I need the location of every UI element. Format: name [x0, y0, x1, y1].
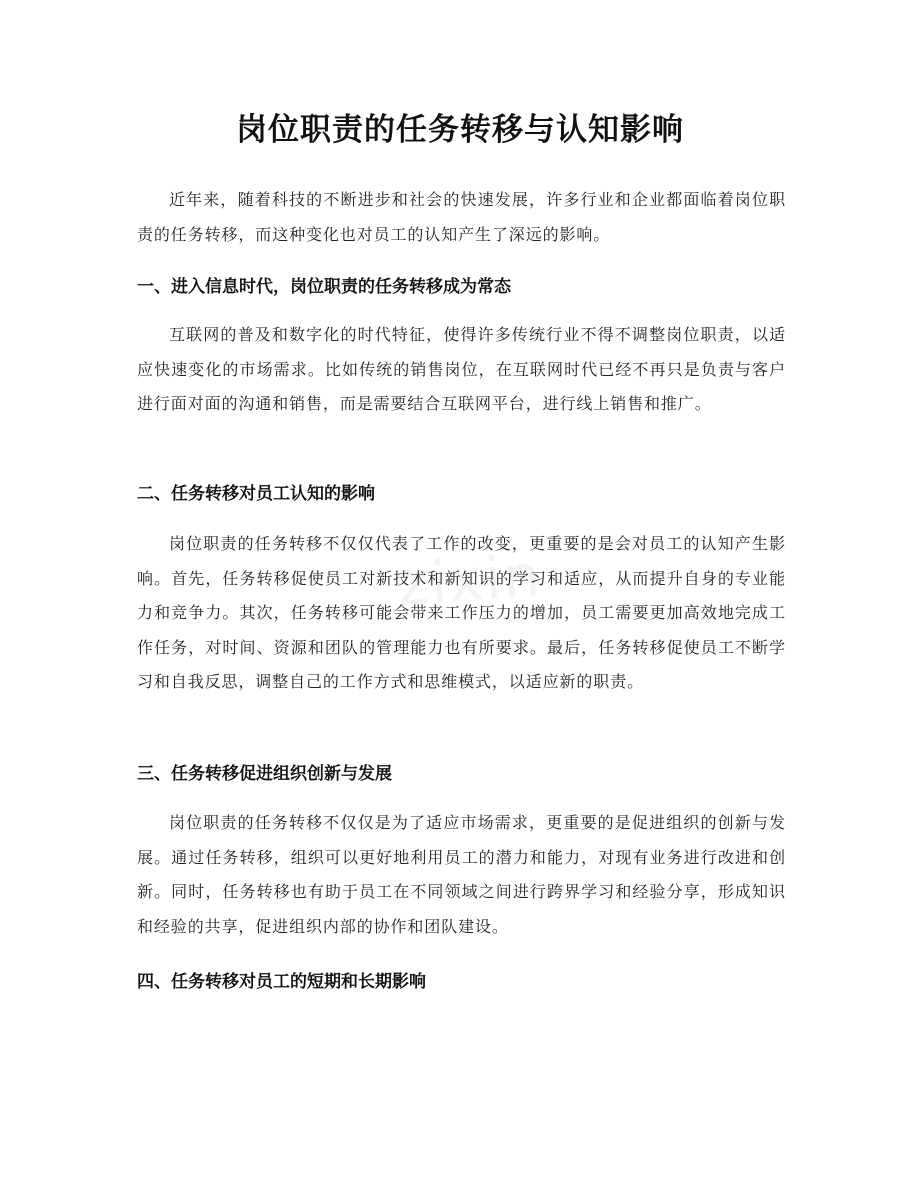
- section-heading-1: 一、进入信息时代，岗位职责的任务转移成为常态: [137, 277, 511, 297]
- section-paragraph-1: 互联网的普及和数字化的时代特征，使得许多传统行业不得不调整岗位职责，以适应快速变化的市场需求。比如传统的销售岗位，在互联网时代已经不再只是负责与客户进行面对面的沟通和销售，而是需要结合互联网平台，进行线上销售和推广。: [137, 325, 786, 413]
- section-paragraph-3: 岗位职责的任务转移不仅仅是为了适应市场需求，更重要的是促进组织的创新与发展。通过任务转移，组织可以更好地利用员工的潜力和能力，对现有业务进行改进和创新。同时，任务转移也有助于员工在不同领域之间进行跨界学习和经验分享，形成知识和经验的共享，促进组织内部的协作和团队建设。: [137, 813, 786, 936]
- section-paragraph-2: 岗位职责的任务转移不仅仅代表了工作的改变，更重要的是会对员工的认知产生影响。首先，任务转移促使员工对新技术和新知识的学习和适应，从而提升自身的专业能力和竞争力。其次，任务转移可能会带来工作压力的增加，员工需要更加高效地完成工作任务，对时间、资源和团队的管理能力也有所要求。最后，任务转移促使员工不断学习和自我反思，调整自己的工作方式和思维模式，以适应新的职责。: [137, 534, 786, 691]
- section-heading-3: 三、任务转移促进组织创新与发展: [137, 764, 392, 784]
- section-heading-4: 四、任务转移对员工的短期和长期影响: [137, 972, 426, 992]
- document-title: 岗位职责的任务转移与认知影响: [236, 112, 684, 148]
- intro-paragraph: 近年来，随着科技的不断进步和社会的快速发展，许多行业和企业都面临着岗位职责的任务转移，而这种变化也对员工的认知产生了深远的影响。: [137, 190, 786, 244]
- watermark-text: zixin: [395, 541, 545, 619]
- section-heading-2: 二、任务转移对员工认知的影响: [137, 484, 375, 504]
